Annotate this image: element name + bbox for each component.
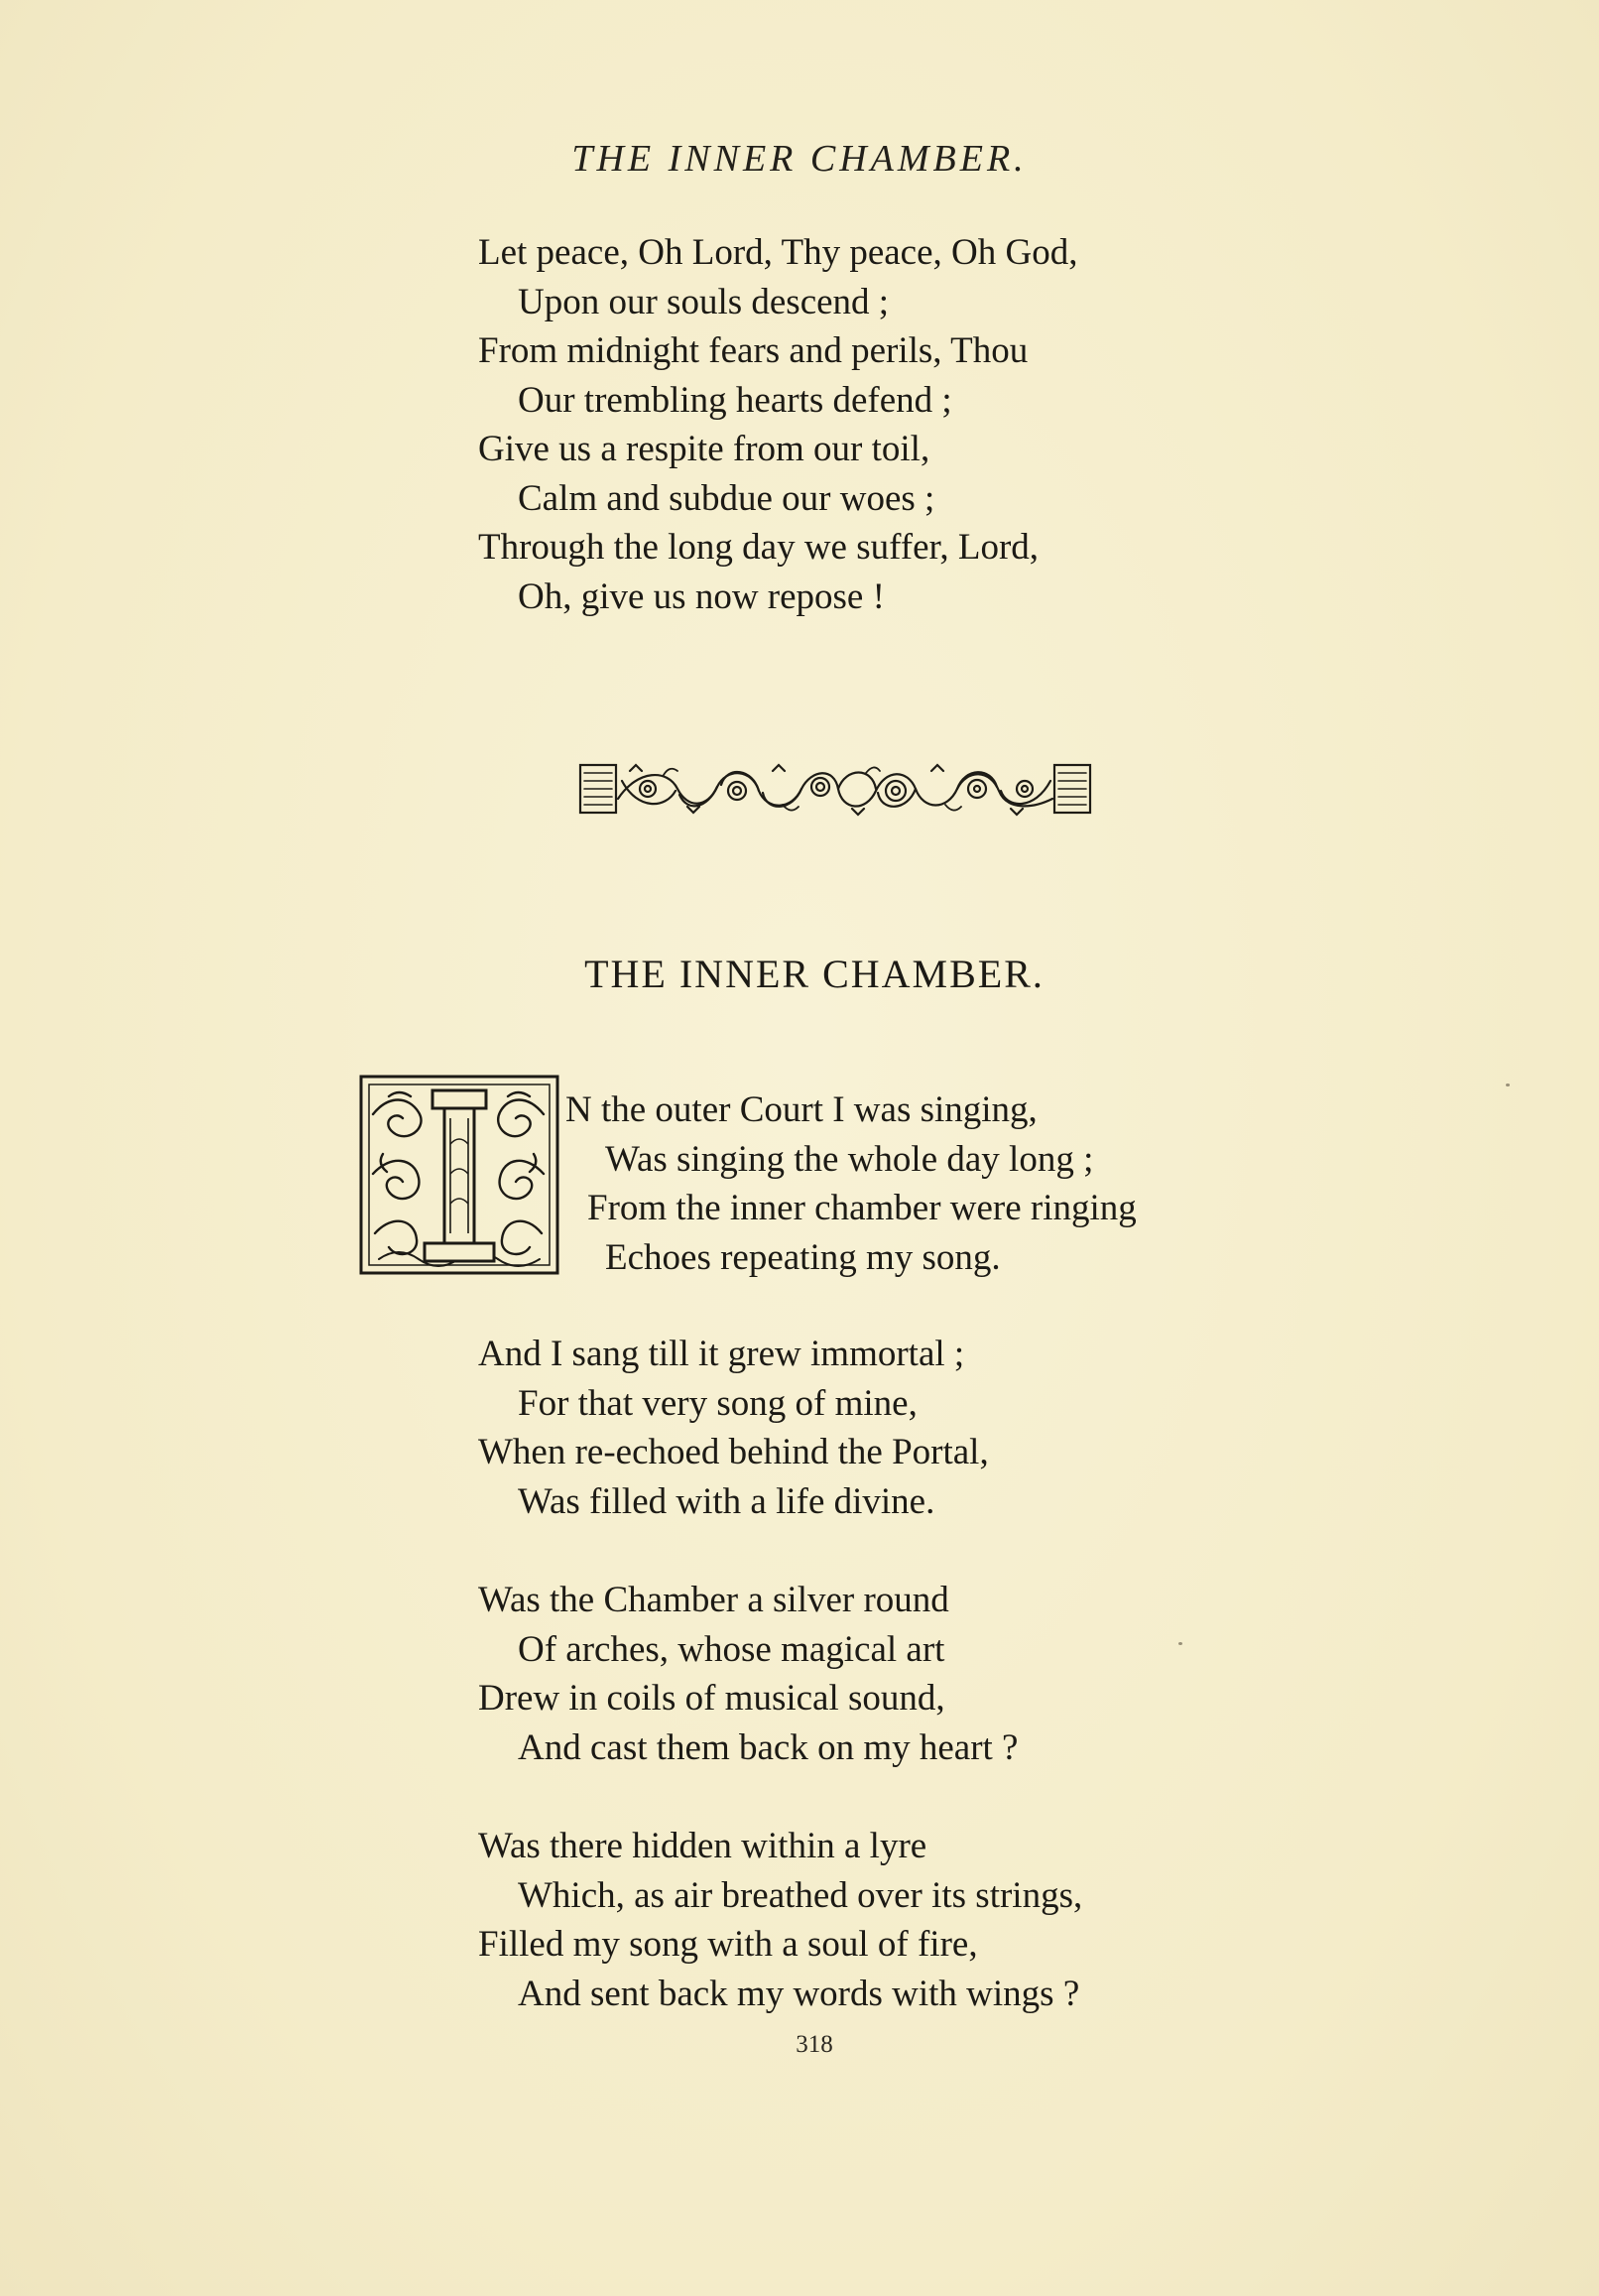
stanza-3	[478, 1576, 1018, 1772]
poem-line: Was there hidden within a lyre	[478, 1826, 927, 1866]
poem-line: From the inner chamber were ringing	[587, 1188, 1137, 1228]
poem-line: Upon our souls descend ;	[518, 281, 890, 322]
stanza-2	[478, 1330, 989, 1526]
poem-line: And sent back my words with wings ?	[518, 1973, 1080, 2014]
poem-line: Calm and subdue our woes ;	[518, 477, 935, 519]
poem-line: Give us a respite from our toil,	[478, 429, 930, 469]
decorated-initial-i-icon	[359, 1075, 559, 1275]
poem-line: Our trembling hearts defend ;	[518, 379, 952, 421]
poem-line: From midnight fears and perils, Thou	[478, 330, 1029, 371]
poem-line: When re-echoed behind the Portal,	[478, 1432, 989, 1472]
paper-speck	[1506, 1084, 1510, 1086]
section-title: THE INNER CHAMBER.	[584, 952, 1045, 996]
poem-line: And I sang till it grew immortal ;	[478, 1334, 965, 1374]
stanza-4	[478, 1822, 1082, 2018]
poem-line: Oh, give us now repose !	[518, 575, 885, 617]
poem-line: For that very song of mine,	[518, 1382, 918, 1424]
poem-line: Was filled with a life divine.	[518, 1480, 935, 1522]
page-number: 318	[796, 2031, 833, 2058]
poem-line: And cast them back on my heart ?	[518, 1726, 1019, 1768]
poem-line: Let peace, Oh Lord, Thy peace, Oh God,	[478, 232, 1078, 273]
poem-line: Was singing the whole day long ;	[605, 1138, 1094, 1180]
poem-line: Echoes repeating my song.	[605, 1236, 1001, 1278]
running-head: THE INNER CHAMBER.	[571, 138, 1028, 180]
poem-line: Through the long day we suffer, Lord,	[478, 527, 1040, 568]
floral-ornament-icon	[578, 759, 1092, 821]
poem-line: Which, as air breathed over its strings,	[518, 1874, 1083, 1916]
poem-line: N the outer Court I was singing,	[565, 1089, 1038, 1130]
poem-line: Filled my song with a soul of fire,	[478, 1924, 978, 1965]
stanza-1	[565, 1085, 1137, 1282]
poem-line: Drew in coils of musical sound,	[478, 1678, 945, 1719]
poem-line: Of arches, whose magical art	[518, 1628, 945, 1670]
intro-stanza	[478, 228, 1077, 621]
paper-speck	[1178, 1642, 1182, 1645]
poem-line: Was the Chamber a silver round	[478, 1580, 949, 1620]
